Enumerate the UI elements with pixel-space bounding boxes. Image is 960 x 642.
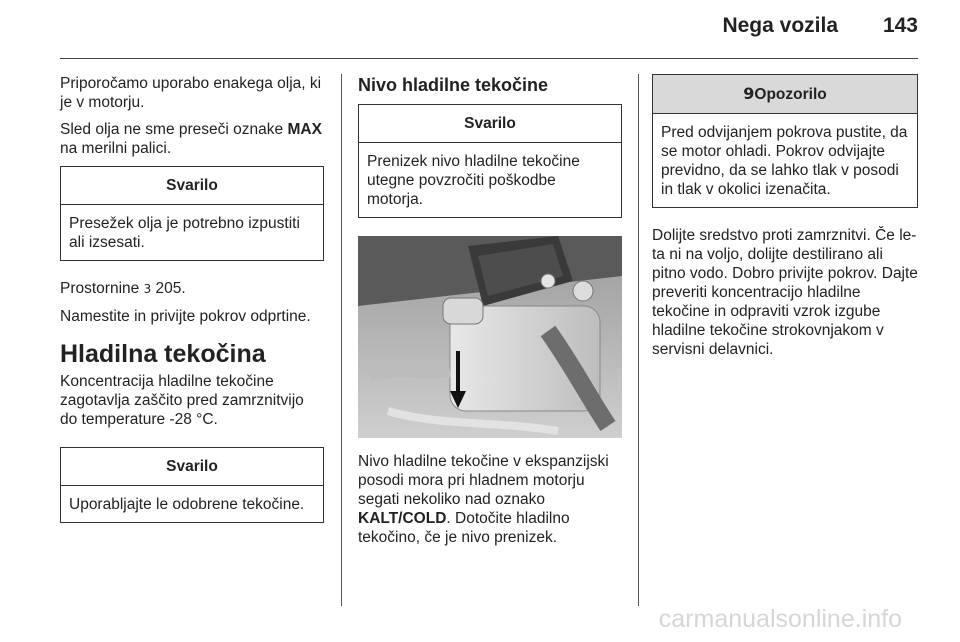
notice-text: Prenizek nivo hladilne tekočine utegne povzročiti poškodbe motorja.	[367, 153, 580, 208]
coolant-paragraph: Koncentracija hladilne tekočine zagotavlja zaščito pred zamrznitvijo do temperature -28 °C.	[60, 373, 304, 428]
warning-box	[652, 74, 918, 208]
notice-text: Uporabljajte le odobrene tekočine.	[69, 496, 305, 513]
page-reference-icon: 3	[143, 282, 152, 296]
close-cap-paragraph: Namestite in privijte pokrov odprtine.	[60, 308, 311, 325]
notice-box	[60, 447, 324, 523]
notice-title: Svarilo	[359, 105, 621, 143]
notice-text: Presežek olja je potrebno izpustiti ali izsesati.	[69, 215, 300, 251]
subsection-title: Nivo hladilne tekočine	[358, 75, 549, 95]
watermark: carmanualsonline.info	[658, 605, 902, 633]
oil-paragraph: Priporočamo uporabo enakega olja, ki je v motorju.	[60, 75, 322, 111]
page-number: 143	[882, 14, 918, 37]
column-divider	[341, 74, 342, 606]
warning-text: Pred odvijanjem pokrova pustite, da se motor ohladi. Pokrov odvijajte previdno, da se lahko tlak v posodi in tlak v okolici izenačita.	[661, 124, 908, 198]
oil-max-paragraph: Sled olja ne sme preseči oznake MAX na merilni palici.	[60, 121, 322, 157]
section-title: Hladilna tekočina	[60, 340, 266, 368]
column-2	[358, 74, 622, 555]
antifreeze-paragraph: Dolijte sredstvo proti zamrznitvi. Če le-ta ni na voljo, dolijte destilirano ali pitno vodo. Dobro privijte pokrov. Dajte preveriti koncentracijo hladilne tekočine in odpraviti vzrok izgube hladilne tekočine strokovnjakom v servisni delavnici.	[652, 227, 918, 358]
capacity-paragraph: Prostornine 3 205.	[60, 280, 186, 297]
notice-title: Svarilo	[61, 448, 323, 486]
page-header	[0, 16, 918, 46]
capacity-page-ref: 205.	[155, 280, 186, 297]
coolant-reservoir-figure	[358, 236, 622, 438]
notice-box	[60, 166, 324, 261]
warning-icon: 9	[743, 84, 755, 103]
section-header-title: Nega vozila	[722, 14, 838, 37]
notice-box	[358, 104, 622, 218]
column-divider	[638, 74, 639, 606]
kalt-cold-label: KALT/COLD	[358, 510, 447, 527]
warning-title: 9Opozorilo	[653, 75, 917, 114]
coolant-level-paragraph: Nivo hladilne tekočine v ekspanzijski posodi mora pri hladnem motorju segati nekoliko nad oznako KALT/COLD. Dotočite hladilno tekočino, če je nivo prenizek.	[358, 453, 609, 546]
header-rule	[60, 58, 918, 59]
max-label: MAX	[287, 121, 322, 138]
notice-title: Svarilo	[61, 167, 323, 205]
engine-bay-illustration	[358, 236, 622, 438]
column-3	[652, 74, 918, 367]
column-1	[60, 74, 324, 541]
